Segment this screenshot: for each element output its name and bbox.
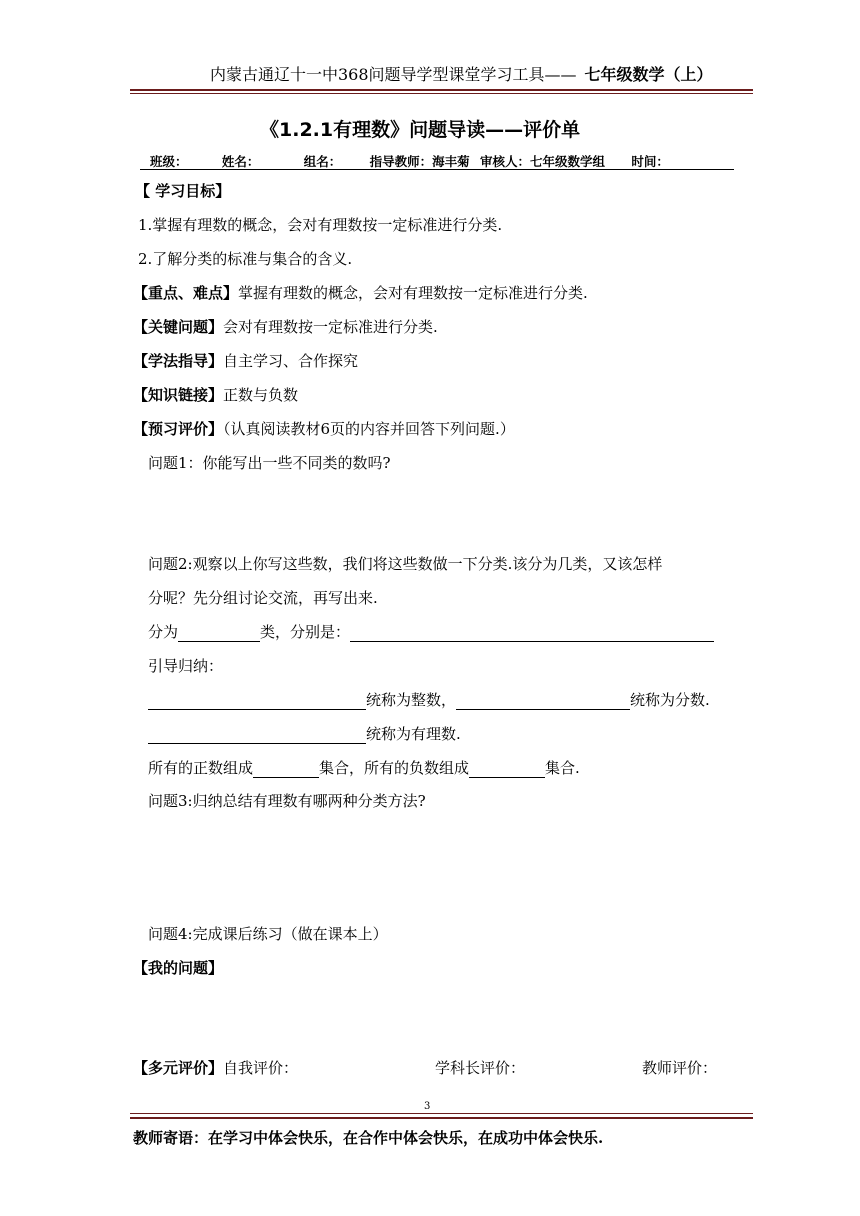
sets-part2: 集合，所有的负数组成 [319,759,470,777]
footer-label: 教师寄语： [133,1129,209,1147]
method-label: 【学法指导】 [133,352,224,370]
key-question-text: 会对有理数按一定标准进行分类. [223,318,438,336]
header-rule-thin [130,93,753,94]
sets-part3: 集合. [545,759,580,777]
fractions-blank[interactable] [456,693,630,710]
divide-part2: 类，分别是： [260,623,351,641]
question-1: 问题1：你能写出一些不同类的数吗? [148,454,391,472]
time-label: 时间： [631,154,669,169]
preview-row [133,418,515,439]
sets-row [148,757,580,778]
meta-line [150,152,717,170]
integers-blank[interactable] [148,693,366,710]
negative-set-blank[interactable] [469,761,545,778]
divide-part1: 分为 [148,623,179,641]
header-school: 内蒙古通辽十一中368问题导学型课堂学习工具—— [210,65,577,84]
self-eval-label: 自我评价： [223,1059,299,1077]
key-question-row [133,316,438,337]
key-question-label: 【关键问题】 [133,318,224,336]
method-row [133,350,358,371]
knowledge-label: 【知识链接】 [133,386,224,404]
integers-text: 统称为整数， [366,691,457,709]
knowledge-row [133,384,298,405]
question-2-line-2: 分呢？先分组讨论交流，再写出来. [148,589,378,607]
leader-eval-label: 学科长评价： [435,1059,526,1077]
page-number: 3 [424,1101,431,1112]
rational-text: 统称为有理数. [366,725,461,743]
objectives-heading: 【 学习目标】 [135,182,231,200]
group-label: 组名： [303,154,342,169]
footer-message [133,1127,603,1148]
divide-count-blank[interactable] [178,625,260,642]
objective-item-1: 1.掌握有理数的概念，会对有理数按一定标准进行分类. [138,216,503,234]
key-points-row [133,282,588,303]
name-label: 姓名： [221,154,260,169]
fractions-text: 统称为分数. [630,691,710,709]
evaluation-label: 【多元评价】 [133,1059,224,1077]
knowledge-text: 正数与负数 [223,386,299,404]
preview-text: （认真阅读教材6页的内容并回答下列问题.） [223,420,515,438]
key-points-label: 【重点、难点】 [133,284,239,302]
rational-row [148,723,461,744]
sets-part1: 所有的正数组成 [148,759,254,777]
footer-text: 在学习中体会快乐，在合作中体会快乐，在成功中体会快乐. [208,1129,604,1147]
meta-underline [140,169,734,170]
objective-item-2: 2.了解分类的标准与集合的含义. [138,250,353,268]
page-header [210,62,713,85]
divide-list-blank[interactable] [350,625,714,642]
teacher-eval-label: 教师评价： [642,1059,718,1077]
method-text: 自主学习、合作探究 [223,352,359,370]
question-2-line-1: 问题2:观察以上你写这些数，我们将这些数做一下分类.该分为几类，又该怎样 [148,555,663,573]
question-4: 问题4:完成课后练习（做在课本上） [148,925,388,943]
my-question-heading: 【我的问题】 [133,959,224,977]
rational-blank[interactable] [148,727,366,744]
teacher-label: 指导教师：海丰菊 [369,154,470,169]
divide-row [148,621,714,642]
guide-label: 引导归纳： [148,657,224,675]
class-label: 班级： [150,154,188,169]
header-grade: 七年级数学（上） [584,65,713,84]
footer-rule-thin [130,1113,753,1114]
evaluation-row [133,1057,298,1078]
positive-set-blank[interactable] [253,761,319,778]
reviewer-label: 审核人：七年级数学组 [480,154,606,169]
document-title: 《1.2.1有理数》问题导读——评价单 [260,119,581,141]
header-rule-thick [130,89,753,91]
question-3: 问题3:归纳总结有理数有哪两种分类方法? [148,792,426,810]
footer-rule-thick [130,1117,753,1119]
integers-row [148,689,710,710]
preview-label: 【预习评价】 [133,420,224,438]
key-points-text: 掌握有理数的概念，会对有理数按一定标准进行分类. [238,284,588,302]
